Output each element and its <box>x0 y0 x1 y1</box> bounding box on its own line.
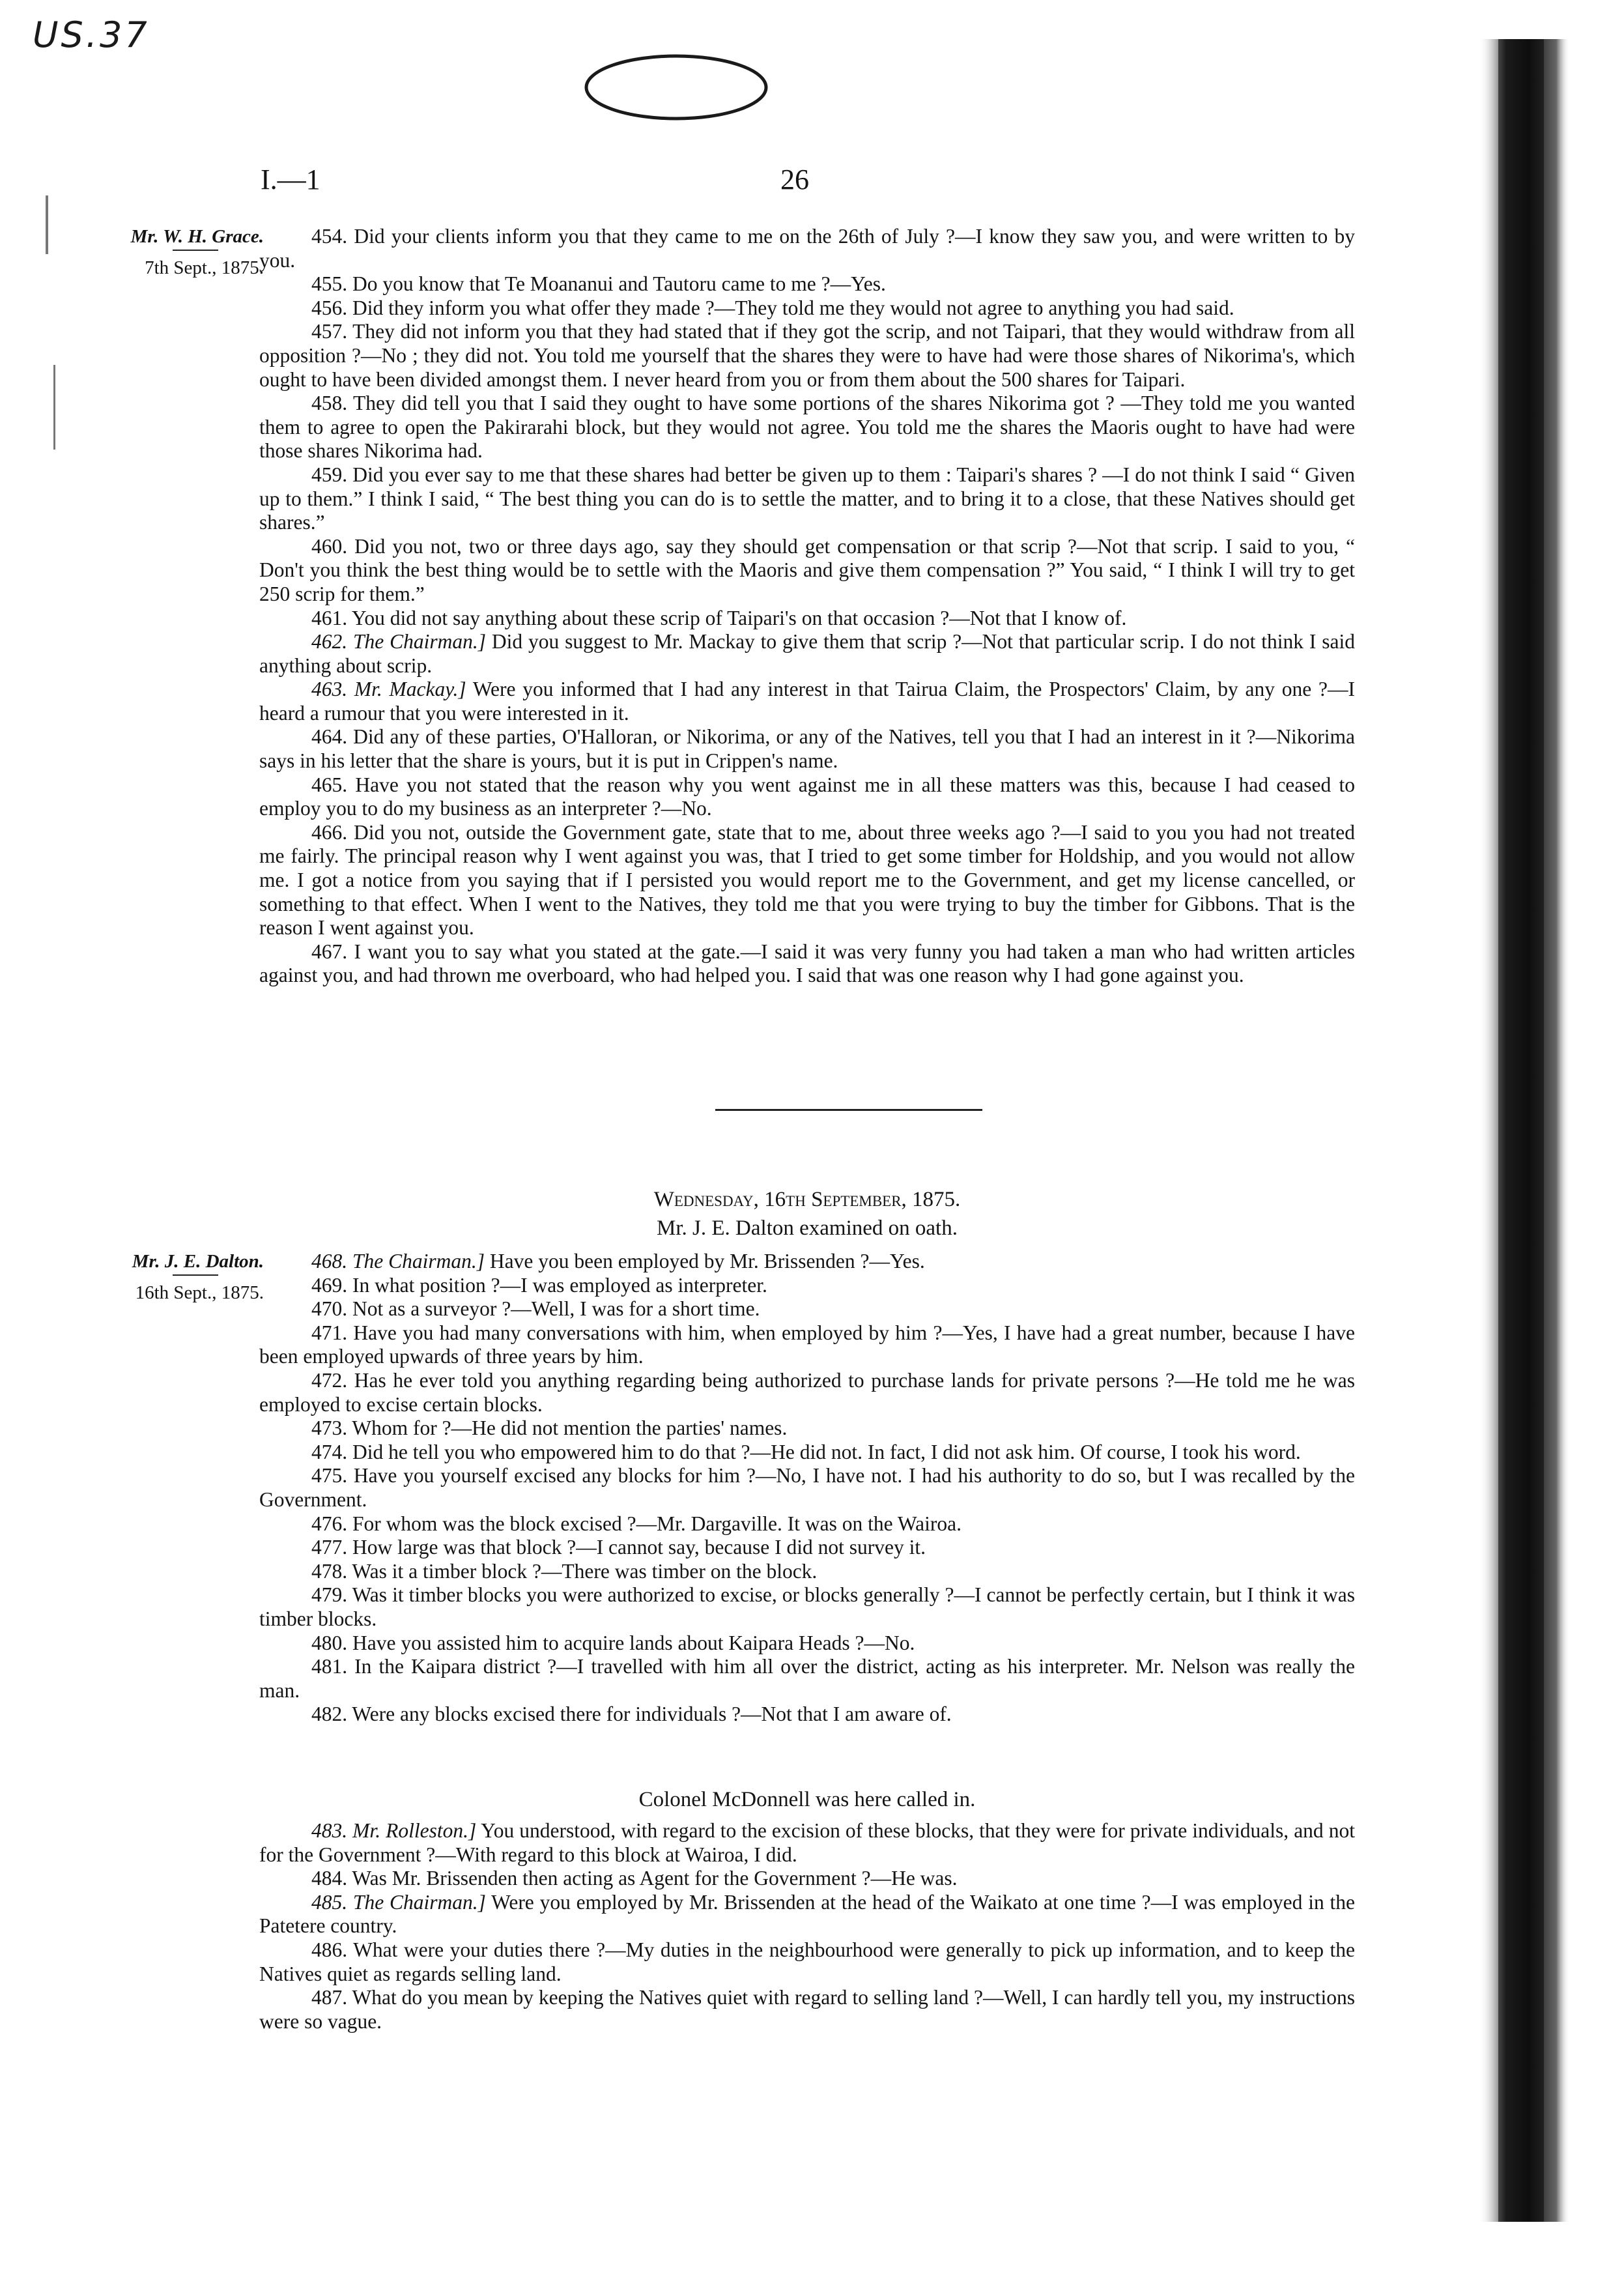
paragraph-text: 474. Did he tell you who empowered him to do that ?—He did not. In fact, I did not ask him. Of course, I took his word. <box>311 1440 1301 1463</box>
page-reference: I.—1 <box>261 164 321 195</box>
testimony-paragraph <box>259 725 1355 773</box>
paragraph-text: 480. Have you assisted him to acquire lands about Kaipara Heads ?—No. <box>311 1631 915 1654</box>
testimony-paragraph <box>259 1583 1355 1631</box>
speaker-lead: 483. Mr. Rolleston.] <box>311 1819 477 1842</box>
testimony-paragraph <box>259 1631 1355 1656</box>
paragraph-text: 467. I want you to say what you stated at the gate.—I said it was very funny you had taken a man who had written articles against you, and had thrown me overboard, who had helped you. I said that was one reason why I had gone against you. <box>259 940 1355 987</box>
paragraph-text: 472. Has he ever told you anything regarding being authorized to purchase lands for private persons ?—He told me he was employed to excise certain blocks. <box>259 1368 1355 1416</box>
paragraph-text: 457. They did not inform you that they had stated that if they got the scrip, and not Taipari, that they would withdraw from all opposition ?—No ; they did not. You told me yourself that the shares they were to have had were those shares of Nikorima's, which ought to have been divided amongst them. I never heard from you or from them about the 500 shares for Taipari. <box>259 320 1355 391</box>
testimony-section-dalton <box>259 1250 1355 1727</box>
margin-witness-name: Mr. J. E. Dalton. <box>132 1251 264 1272</box>
testimony-paragraph <box>259 1416 1355 1441</box>
paragraph-text: You understood, with regard to the excision of these blocks, that they were for private individuals, and not for the Government ?—With regard to this block at Wairoa, I did. <box>259 1819 1355 1866</box>
margin-witness-date: 16th Sept., 1875. <box>135 1282 264 1303</box>
testimony-paragraph <box>259 1891 1355 1938</box>
testimony-paragraph <box>259 1250 1355 1274</box>
testimony-paragraph <box>259 607 1355 631</box>
testimony-paragraph <box>259 535 1355 607</box>
testimony-paragraph <box>259 1274 1355 1298</box>
paragraph-text: Have you been employed by Mr. Brissenden ?—Yes. <box>485 1250 925 1272</box>
paragraph-text: Were you informed that I had any interest in that Tairua Claim, the Prospectors' Claim, by any one ?—I heard a rumour that you were interested in it. <box>259 678 1356 725</box>
paragraph-text: 484. Was Mr. Brissenden then acting as Agent for the Government ?—He was. <box>311 1867 958 1890</box>
paragraph-text: 482. Were any blocks excised there for individuals ?—Not that I am aware of. <box>311 1703 952 1726</box>
paragraph-text: 478. Was it a timber block ?—There was timber on the block. <box>311 1559 818 1583</box>
paragraph-text: 466. Did you not, outside the Government gate, state that to me, about three weeks ago ?—I said to you you had not treated me fairly. The principal reason why I went against you was, that I tried to get some timber for Holdship, and you would not allow me. I got a notice from you saying that if I persisted you would report me to the Government, and get my license cancelled, or something to that effect. When I went to the Natives, they told me that you were trying to buy the timber for Gibbons. That is the reason I went against you. <box>259 820 1355 940</box>
margin-rule <box>173 250 218 251</box>
testimony-paragraph <box>259 773 1355 821</box>
margin-note-witness-1 <box>78 225 264 280</box>
paragraph-text: Were you employed by Mr. Brissenden at the head of the Waikato at one time ?—I was employed in the Patetere country. <box>259 1890 1355 1938</box>
paragraph-text: 455. Do you know that Te Moananui and Tautoru came to me ?—Yes. <box>311 272 886 296</box>
archive-stamp-text: US.37 <box>33 14 150 55</box>
paragraph-text: 473. Whom for ?—He did not mention the parties' names. <box>311 1416 788 1440</box>
testimony-paragraph <box>259 392 1355 463</box>
paragraph-text: Did you suggest to Mr. Mackay to give them that scrip ?—Not that particular scrip. I do not think I said anything about scrip. <box>259 630 1355 677</box>
paragraph-text: 458. They did tell you that I said they ought to have some portions of the shares Nikorima got ? —They told me you wanted them to agree to open the Pakirarahi block, but they would not agree. You told me the shares the Maoris ought to have had were those shares Nikorima had. <box>259 392 1355 463</box>
testimony-paragraph <box>259 940 1355 988</box>
testimony-paragraph <box>259 1512 1355 1536</box>
page-number: 26 <box>780 164 809 195</box>
testimony-paragraph <box>259 630 1355 678</box>
archive-stamp <box>578 47 774 132</box>
testimony-paragraph <box>259 1938 1355 1986</box>
paragraph-text: 456. Did they inform you what offer they made ?—They told me they would not agree to anything you had said. <box>311 296 1234 319</box>
paragraph-text: 460. Did you not, two or three days ago, say they should get compensation or that scrip ?—Not that scrip. I said to you, “ Don't you think the best thing would be to settle with the Maoris and give them compensation ?” You said, “ I think I will try to get 250 scrip for them.” <box>259 534 1355 605</box>
testimony-paragraph <box>259 1867 1355 1891</box>
margin-witness-date: 7th Sept., 1875. <box>145 257 264 278</box>
section-date-heading: Wednesday, 16th September, 1875. <box>653 1188 961 1211</box>
testimony-paragraph <box>259 1703 1355 1727</box>
section-separator <box>715 1109 982 1111</box>
paragraph-text: 461. You did not say anything about these scrip of Taipari's on that occasion ?—Not that I know of. <box>311 606 1127 629</box>
testimony-paragraph <box>259 1369 1355 1416</box>
testimony-section-grace <box>259 225 1355 988</box>
paragraph-text: 487. What do you mean by keeping the Natives quiet with regard to selling land ?—Well, I can hardly tell you, my instructions were so vague. <box>259 1986 1355 2033</box>
paragraph-text: 471. Have you had many conversations with him, when employed by him ?—Yes, I have had a great number, because I have been employed upwards of three years by him. <box>259 1321 1355 1368</box>
testimony-paragraph <box>259 1536 1355 1560</box>
scan-dark-edge <box>1472 39 1576 2222</box>
testimony-paragraph <box>259 1441 1355 1465</box>
testimony-section-mcdonnell <box>259 1819 1355 2034</box>
paragraph-text: 479. Was it timber blocks you were authorized to excise, or blocks generally ?—I cannot be perfectly certain, but I think it was timber blocks. <box>259 1583 1355 1630</box>
paragraph-text: 459. Did you ever say to me that these shares had better be given up to them : Taipari's shares ? —I do not think I said “ Given up to them.” I think I said, “ The best thing you can do is to settle the matter, and to bring it to a close, that these Natives should get shares.” <box>259 463 1355 534</box>
margin-witness-name: Mr. W. H. Grace. <box>130 226 264 247</box>
speaker-lead: 485. The Chairman.] <box>311 1890 486 1914</box>
paragraph-text: 465. Have you not stated that the reason why you went against me in all these matters was this, because I had ceased to employ you to do my business as an interpreter ?—No. <box>259 773 1355 820</box>
testimony-paragraph <box>259 1986 1355 2034</box>
testimony-paragraph <box>259 1560 1355 1584</box>
testimony-paragraph <box>259 463 1355 535</box>
testimony-paragraph <box>259 1297 1355 1321</box>
testimony-paragraph <box>259 296 1355 321</box>
paragraph-text: 454. Did your clients inform you that they came to me on the 26th of July ?—I know they saw you, and were written to by you. <box>259 225 1355 272</box>
speaker-lead: 468. The Chairman.] <box>311 1250 485 1272</box>
paragraph-text: 476. For whom was the block excised ?—Mr. Dargaville. It was on the Wairoa. <box>311 1512 962 1535</box>
testimony-paragraph <box>259 1819 1355 1867</box>
paragraph-text: 469. In what position ?—I was employed as interpreter. <box>311 1273 767 1297</box>
examination-heading: Mr. J. E. Dalton examined on oath. <box>657 1216 958 1240</box>
testimony-paragraph <box>259 1655 1355 1703</box>
paragraph-text: 475. Have you yourself excised any blocks for him ?—No, I have not. I had his authority to do so, but I was recalled by the Government. <box>259 1464 1355 1511</box>
testimony-paragraph <box>259 272 1355 296</box>
scan-mark <box>53 365 55 450</box>
paragraph-text: 486. What were your duties there ?—My duties in the neighbourhood were generally to pick up information, and to keep the Natives quiet as regards selling land. <box>259 1938 1355 1985</box>
testimony-paragraph <box>259 678 1355 725</box>
paragraph-text: 477. How large was that block ?—I cannot say, because I did not survey it. <box>311 1536 926 1559</box>
paragraph-text: 470. Not as a surveyor ?—Well, I was for a short time. <box>311 1297 760 1321</box>
testimony-paragraph <box>259 1464 1355 1512</box>
testimony-paragraph <box>259 821 1355 940</box>
testimony-paragraph <box>259 320 1355 392</box>
speaker-lead: 462. The Chairman.] <box>311 630 487 654</box>
paragraph-text: 464. Did any of these parties, O'Halloran, or Nikorima, or any of the Natives, tell you that I had an interest in it ?—Nikorima says in his letter that the share is yours, but it is put in Crippen's name. <box>259 725 1355 773</box>
testimony-paragraph <box>259 1321 1355 1369</box>
margin-rule <box>173 1274 218 1276</box>
scan-mark <box>46 195 48 254</box>
margin-note-witness-2 <box>78 1250 264 1304</box>
speaker-lead: 463. Mr. Mackay.] <box>311 678 466 701</box>
called-in-heading: Colonel McDonnell was here called in. <box>638 1788 976 1811</box>
paragraph-text: 481. In the Kaipara district ?—I travelled with him all over the district, acting as his interpreter. Mr. Nelson was really the man. <box>259 1655 1355 1702</box>
testimony-paragraph <box>259 225 1355 272</box>
